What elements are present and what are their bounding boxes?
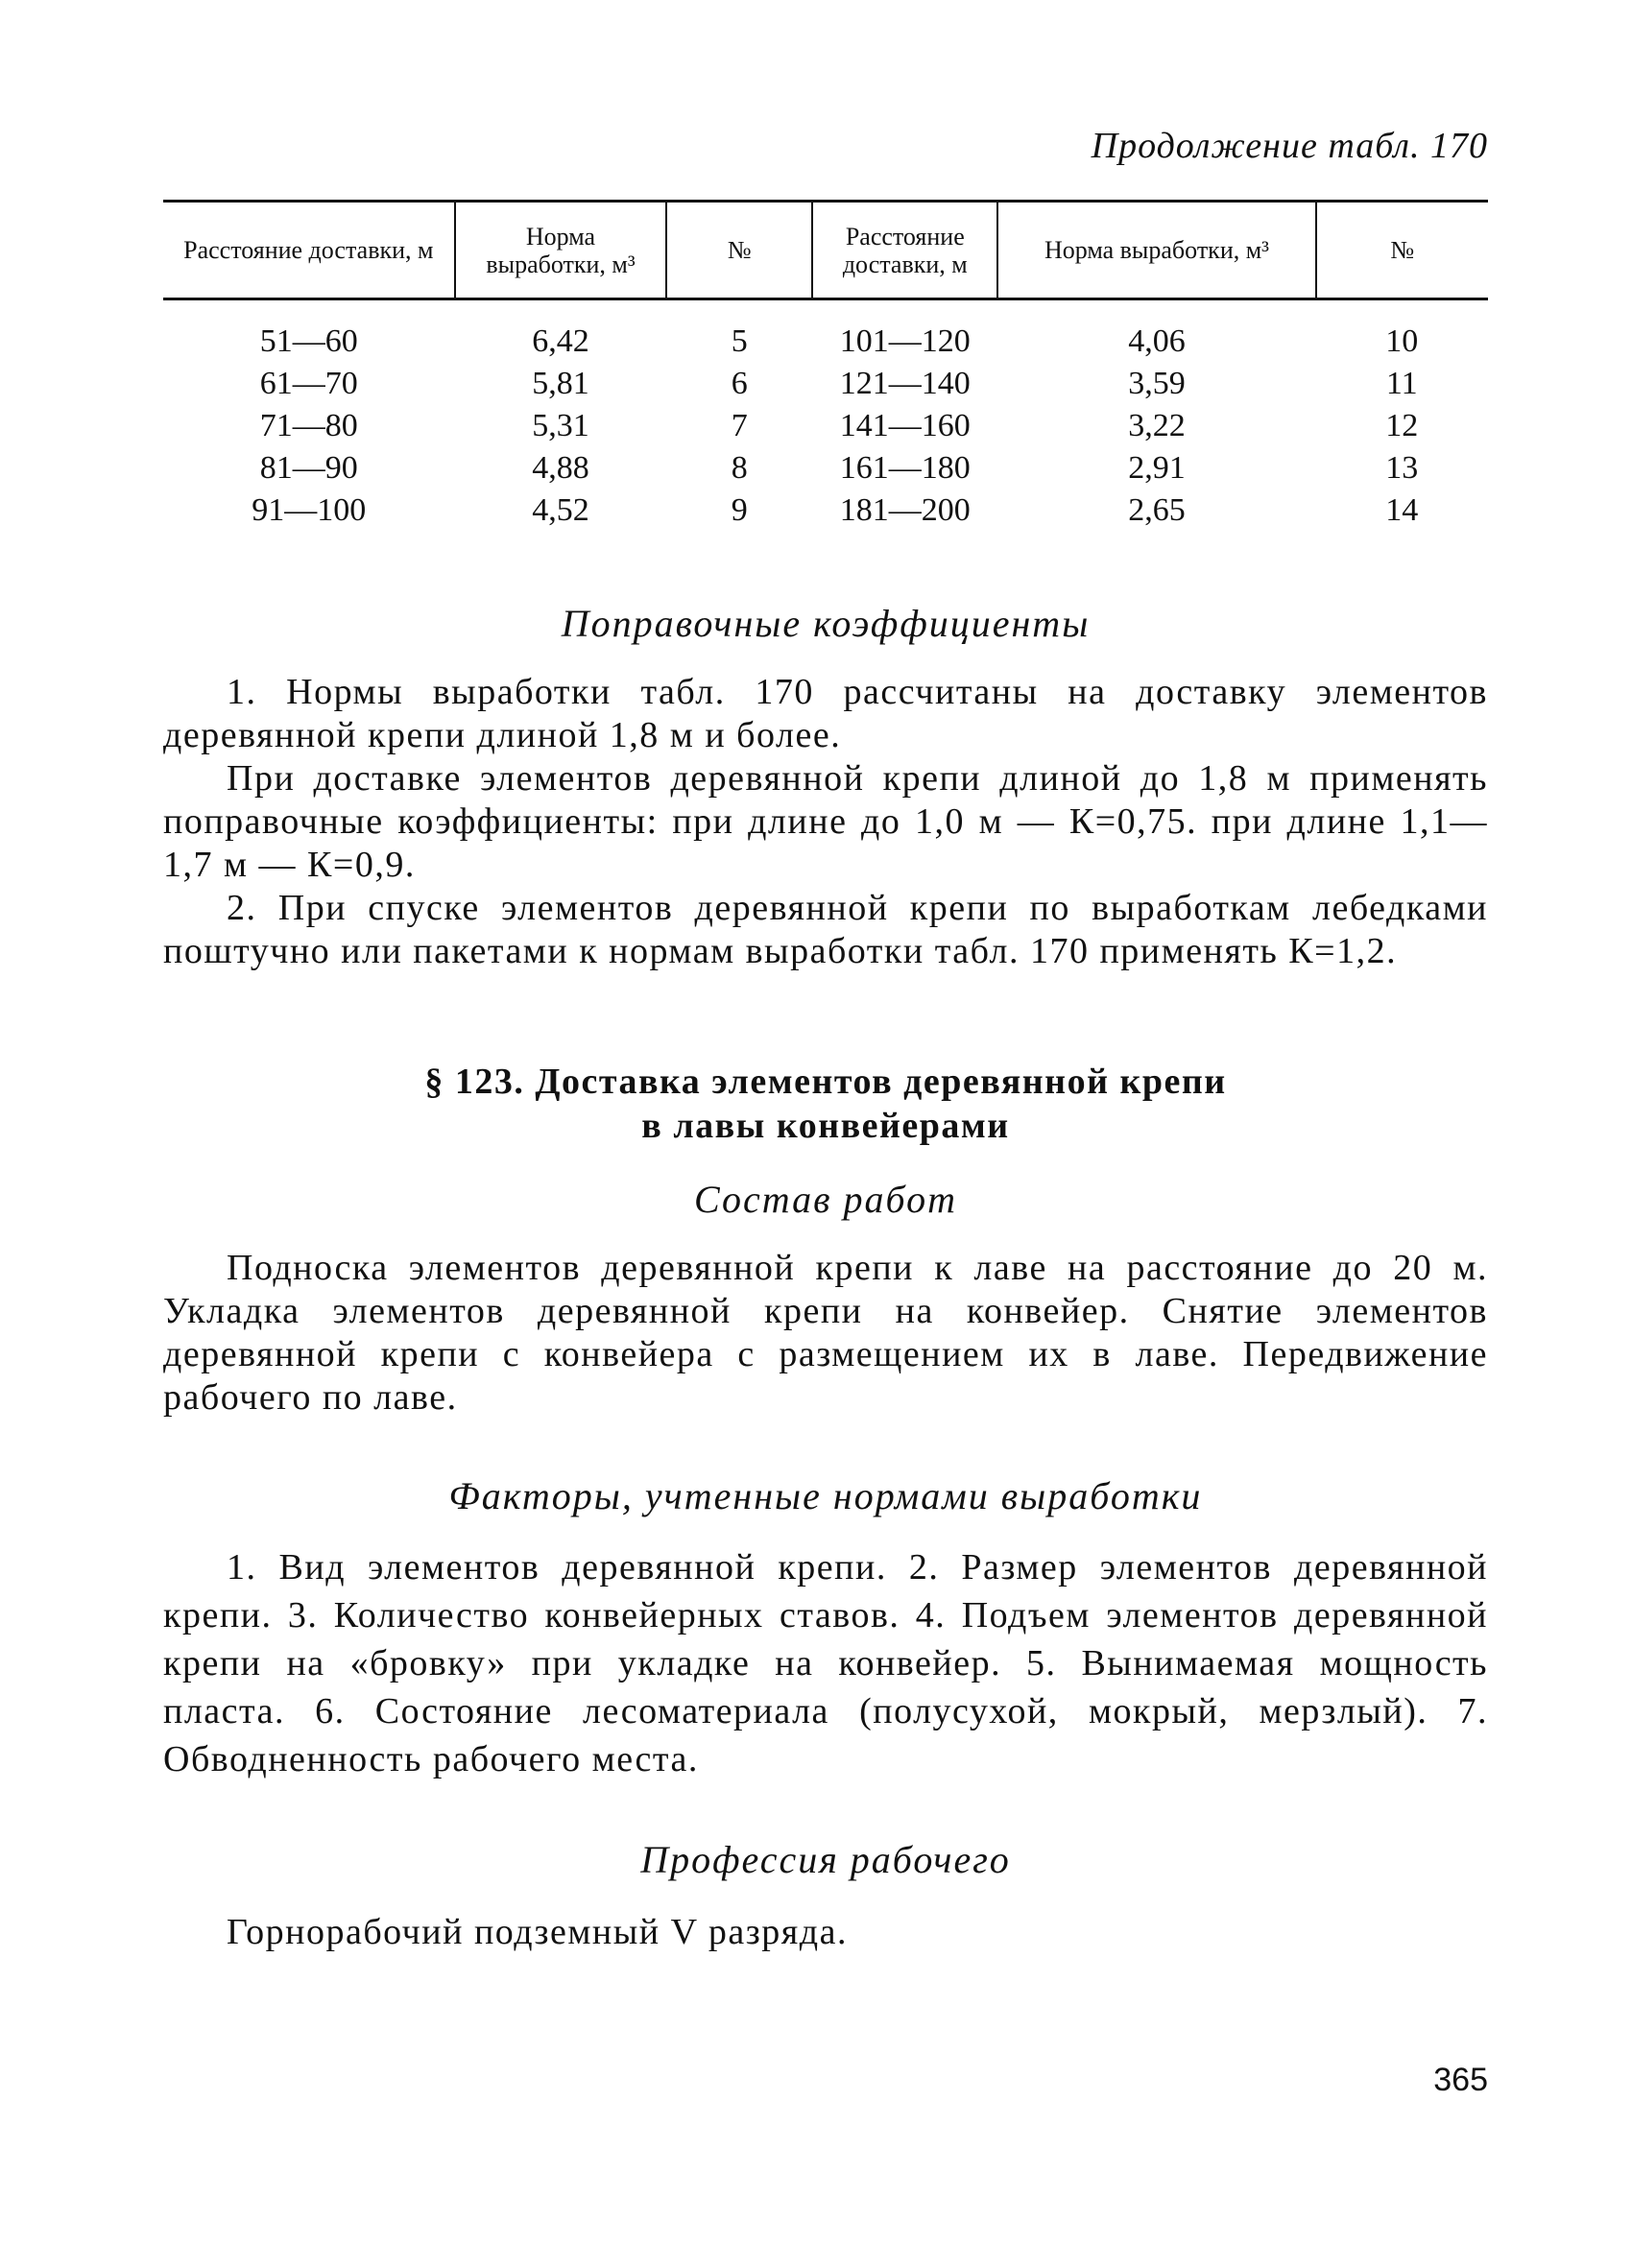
cell-distance: 91—100 (252, 492, 367, 529)
col-header-norm-2: Норма выработки, м³ (997, 202, 1315, 299)
cell-distance: 181—200 (839, 492, 971, 529)
correction-title: Поправочные коэффициенты (561, 602, 1091, 646)
table-row (163, 405, 1488, 447)
cell-number: 5 (731, 323, 748, 360)
cell-norm: 3,22 (1128, 408, 1186, 444)
section-heading-line-1: § 123. Доставка элементов деревянной крепи (424, 1062, 1227, 1103)
cell-number: 8 (731, 450, 748, 487)
cell-norm: 5,81 (532, 366, 589, 402)
col-header-distance-1: Расстояние доставки, м (163, 202, 455, 299)
norms-table (163, 200, 1488, 532)
page-number: 365 (1433, 2062, 1488, 2098)
table-continuation-label: Продолжение табл. 170 (1091, 126, 1488, 166)
cell-norm: 2,65 (1128, 492, 1186, 529)
factors-title: Факторы, учтенные нормами выработки (448, 1474, 1203, 1518)
cell-number: 9 (731, 492, 748, 529)
cell-distance: 161—180 (839, 450, 971, 487)
cell-number: 6 (731, 366, 748, 402)
col-header-norm-1: Норма выработки, м³ (455, 202, 667, 299)
work-composition-text: Подноска элементов деревянной крепи к лаве на расстояние до 20 м. Укладка элементов деревянной крепи на конвейер. Снятие элементов деревянной крепи с конвейера с размещением их в лаве. Передвижение рабочего по лаве. (163, 1248, 1488, 1419)
table-row (163, 299, 1488, 364)
col-header-distance-2: Расстояние доставки, м (812, 202, 997, 299)
work-composition-title: Состав работ (694, 1178, 957, 1222)
cell-norm: 4,52 (532, 492, 589, 529)
cell-norm: 4,06 (1128, 323, 1186, 360)
cell-distance: 121—140 (839, 366, 971, 402)
col-header-number-1: № (666, 202, 812, 299)
cell-distance: 61—70 (259, 366, 358, 402)
cell-norm: 2,91 (1128, 450, 1186, 487)
section-heading-line-2: в лавы конвейерами (641, 1106, 1010, 1147)
profession-text: Горнорабочий подземный V разряда. (227, 1912, 848, 1953)
cell-norm: 4,88 (532, 450, 589, 487)
correction-paragraph-2: При доставке элементов деревянной крепи длиной до 1,8 м применять поправочные коэффициенты: при длине до 1,0 м — К=0,75. при длине 1,1—1,7 м — К=0,9. (163, 758, 1488, 886)
cell-number: 10 (1385, 323, 1419, 360)
cell-norm: 3,59 (1128, 366, 1186, 402)
cell-distance: 101—120 (839, 323, 971, 360)
cell-norm: 6,42 (532, 323, 589, 360)
col-header-number-2: № (1316, 202, 1488, 299)
factors-text: 1. Вид элементов деревянной крепи. 2. Размер элементов деревянной крепи. 3. Количество конвейерных ставов. 4. Подъем элементов деревянной крепи на «бровку» при укладке на конвейер. 5. Вынимаемая мощность пласта. 6. Состояние лесоматериала (полусухой, мокрый, мерзлый). 7. Обводненность рабочего места. (163, 1547, 1488, 1780)
correction-paragraph-3: 2. При спуске элементов деревянной крепи по выработкам лебедками поштучно или пакетами к нормам выработки табл. 170 применять К=1,2. (163, 888, 1488, 972)
cell-distance: 51—60 (259, 323, 358, 360)
cell-distance: 141—160 (839, 408, 971, 444)
table-row (163, 447, 1488, 489)
table-row (163, 489, 1488, 532)
correction-paragraph-1: 1. Нормы выработки табл. 170 рассчитаны на доставку элементов деревянной крепи длиной 1,8 м и более. (163, 672, 1488, 756)
section-heading (163, 1060, 1488, 1148)
cell-distance: 71—80 (259, 408, 358, 444)
cell-number: 12 (1385, 408, 1419, 444)
cell-number: 7 (731, 408, 748, 444)
cell-number: 11 (1385, 366, 1418, 402)
profession-title: Профессия рабочего (640, 1838, 1011, 1882)
page-content (163, 125, 1488, 1954)
cell-distance: 81—90 (259, 450, 358, 487)
cell-number: 14 (1385, 492, 1419, 529)
table-header-row (163, 202, 1488, 299)
cell-norm: 5,31 (532, 408, 589, 444)
cell-number: 13 (1385, 450, 1419, 487)
table-row (163, 363, 1488, 405)
